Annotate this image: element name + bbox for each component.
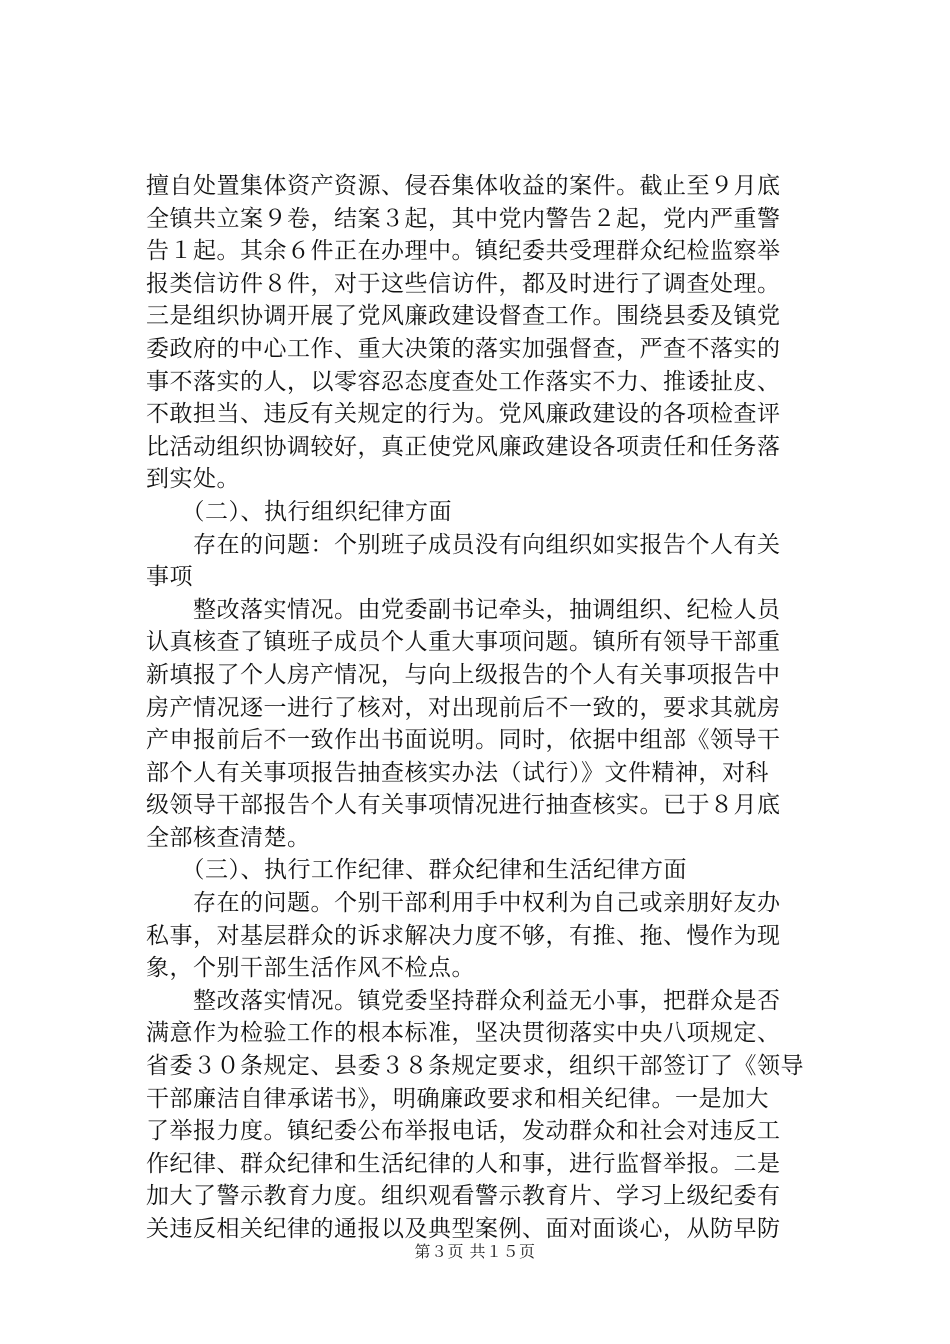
text-line: 三是组织协调开展了党风廉政建设督查工作。围绕县委及镇党 [146,303,781,330]
text-line: 认真核查了镇班子成员个人重大事项问题。镇所有领导干部重 [146,629,781,656]
text-line: 部个人有关事项报告抽查核实办法（试行）》文件精神，对科 [146,759,769,786]
section-heading: （二）、执行组织纪律方面 [146,498,452,525]
text-line: 新填报了个人房产情况，与向上级报告的个人有关事项报告中 [146,661,781,688]
text-line: 省委３０条规定、县委３８条规定要求，组织干部签订了《领导 [146,1053,804,1080]
text-line: 到实处。 [146,466,240,493]
text-line: 告１起。其余６件正在办理中。镇纪委共受理群众纪检监察举 [146,238,781,265]
text-line: 整改落实情况。镇党委坚持群众利益无小事，把群众是否 [146,987,781,1014]
text-line: 不敢担当、违反有关规定的行为。党风廉政建设的各项检查评 [146,401,781,428]
document-body [146,170,836,1246]
page-number: 第３页 共１５页 [414,1242,536,1261]
text-line: 事不落实的人，以零容忍态度查处工作落实不力、推诿扯皮、 [146,368,781,395]
text-line: 象，个别干部生活作风不检点。 [146,955,475,982]
text-line: 满意作为检验工作的根本标准，坚决贯彻落实中央八项规定、 [146,1020,781,1047]
text-line: 私事，对基层群众的诉求解决力度不够，有推、拖、慢作为现 [146,922,781,949]
text-line: 全镇共立案９卷，结案３起，其中党内警告２起，党内严重警 [146,205,781,232]
text-line: 委政府的中心工作、重大决策的落实加强督查，严查不落实的 [146,335,781,362]
text-line: 了举报力度。镇纪委公布举报电话，发动群众和社会对违反工 [146,1118,781,1145]
text-line: 存在的问题。个别干部利用手中权利为自己或亲朋好友办 [146,890,781,917]
text-line: 报类信访件８件，对于这些信访件，都及时进行了调查处理。 [146,270,781,297]
text-line: 房产情况逐一进行了核对，对出现前后不一致的，要求其就房 [146,694,781,721]
text-line: 事项 [146,564,193,591]
text-line: 擅自处置集体资产资源、侵吞集体收益的案件。截止至９月底 [146,173,781,199]
text-line: 存在的问题：个别班子成员没有向组织如实报告个人有关 [146,531,781,558]
text-line: 全部核查清楚。 [146,824,311,851]
text-line: 级领导干部报告个人有关事项情况进行抽查核实。已于８月底 [146,792,781,819]
text-line: 作纪律、群众纪律和生活纪律的人和事，进行监督举报。二是 [146,1150,781,1177]
section-heading: （三）、执行工作纪律、群众纪律和生活纪律方面 [146,857,687,884]
text-line: 关违反相关纪律的通报以及典型案例、面对面谈心，从防早防 [146,1216,781,1242]
text-line: 整改落实情况。由党委副书记牵头，抽调组织、纪检人员 [146,596,781,623]
text-line: 干部廉洁自律承诺书》，明确廉政要求和相关纪律。一是加大 [146,1085,769,1112]
text-line: 加大了警示教育力度。组织观看警示教育片、学习上级纪委有 [146,1183,781,1210]
text-line: 比活动组织协调较好，真正使党风廉政建设各项责任和任务落 [146,433,781,460]
text-line: 产申报前后不一致作出书面说明。同时，依据中组部《领导干 [146,727,781,754]
